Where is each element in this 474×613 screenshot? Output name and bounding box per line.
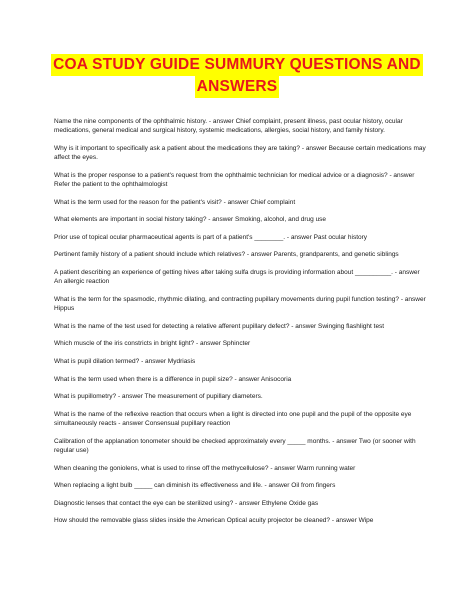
qa-item: What is the name of the reflexive reaction that occurs when a light is directed into one pupil and the pupil of the opposite eye simultaneously reacts - answer Consensual pupillary reaction	[54, 410, 412, 428]
qa-item: What elements are important in social history taking? - answer Smoking, alcohol, and drug use	[54, 216, 327, 224]
qa-item: Why is it important to specifically ask a patient about the medications they are taking? - answer Because certain medications may affect the eyes.	[54, 144, 426, 162]
qa-item: What is pupil dilation termed? - answer Mydriasis	[54, 358, 196, 366]
qa-item: A patient describing an experience of getting hives after taking sulfa drugs is providing information about __________. - answer An allergic reaction	[54, 269, 420, 286]
qa-item: When replacing a light bulb _____ can diminish its effectiveness and life. - answer Oil from fingers	[54, 482, 336, 490]
qa-item: Prior use of topical ocular pharmaceutical agents is part of a patient's ________. - answer Past ocular history	[54, 233, 368, 241]
qa-item: What is the term for the spasmodic, rhythmic dilating, and contracting pupillary movements during pupil function testing? - answer Hippus	[54, 295, 426, 313]
qa-item: Pertinent family history of a patient should include which relatives? - answer Parents, grandparents, and genetic siblings	[54, 251, 399, 259]
qa-item: Which muscle of the iris constricts in bright light? - answer Sphincter	[54, 340, 251, 348]
qa-item: Calibration of the applanation tonometer should be checked approximately every _____ months. - answer Two (or sooner with regular use)	[54, 437, 416, 454]
qa-item: What is pupillometry? - answer The measurement of pupillary diameters.	[54, 393, 263, 401]
qa-list	[54, 117, 426, 534]
document-title	[0, 54, 474, 98]
qa-item: What is the term used for the reason for the patient's visit? - answer Chief complaint	[54, 198, 296, 206]
qa-item: What is the term used when there is a difference in pupil size? - answer Anisocoria	[54, 375, 292, 383]
qa-item: What is the proper response to a patient's request from the ophthalmic technician for medical advice or a diagnosis? - answer Refer the patient to the ophthalmologist	[54, 171, 415, 189]
qa-item: Diagnostic lenses that contact the eye can be sterilized using? - answer Ethylene Oxide gas	[54, 499, 319, 507]
qa-item: When cleaning the goniolens, what is used to rinse off the methycellulose? - answer Warm running water	[54, 464, 356, 472]
qa-item: What is the name of the test used for detecting a relative afferent pupillary defect? - answer Swinging flashlight test	[54, 322, 385, 330]
qa-item: How should the removable glass slides inside the American Optical acuity projector be cleaned? - answer Wipe	[54, 517, 374, 525]
title-line-1: COA STUDY GUIDE SUMMURY QUESTIONS AND	[51, 54, 423, 76]
qa-item: Name the nine components of the ophthalmic history. - answer Chief complaint, present illness, past ocular history, ocular medications, general medical and surgical history, systemic medications, allergies, social history, and family history.	[54, 118, 403, 135]
title-line-2: ANSWERS	[195, 76, 280, 98]
